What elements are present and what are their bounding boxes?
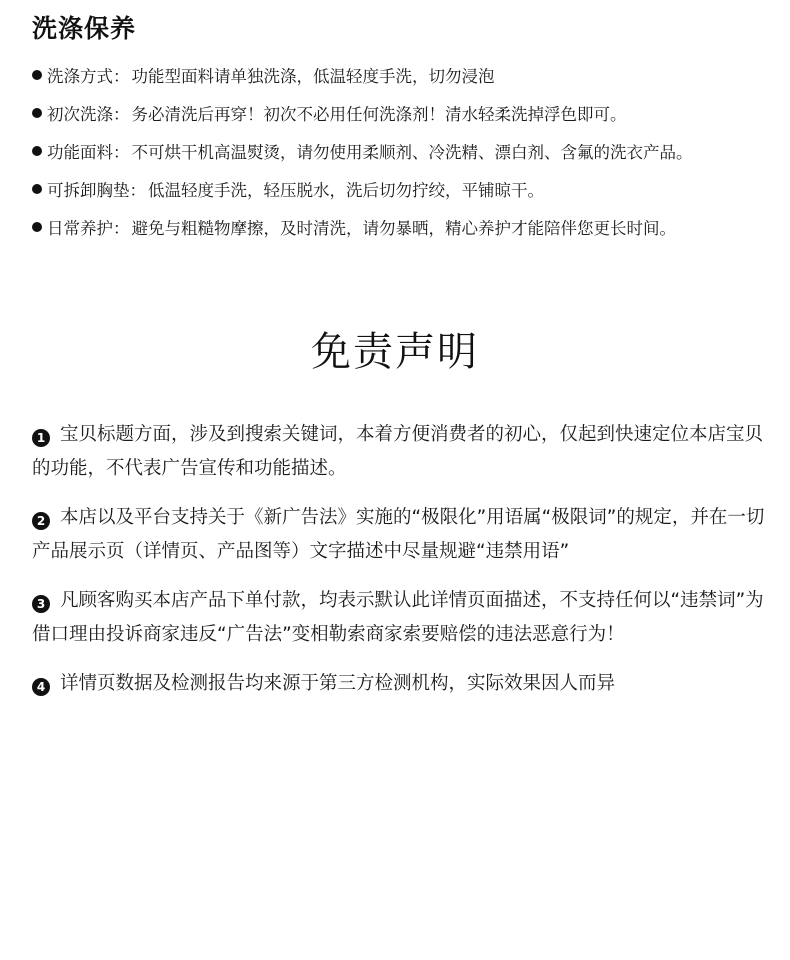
care-item-text: 功能型面料请单独洗涤，低温轻度手洗，切勿浸泡	[131, 67, 495, 86]
care-section-title: 洗涤保养	[32, 14, 137, 43]
bullet-dot-icon	[32, 222, 42, 232]
care-item-label: 洗涤方式：	[47, 67, 130, 86]
disclaimer-item	[32, 418, 767, 486]
care-item-first-wash	[32, 94, 772, 132]
disclaimer-list	[32, 418, 767, 716]
bullet-dot-icon	[32, 146, 42, 156]
disclaimer-item-text: 凡顾客购买本店产品下单付款，均表示默认此详情页面描述，不支持任何以“违禁词”为借口理由投诉商家违反“广告法”变相勒索商家索要赔偿的违法恶意行为！	[32, 590, 764, 645]
bullet-dot-icon	[32, 184, 42, 194]
care-item-wash-method	[32, 56, 772, 94]
care-item-removable-pad	[32, 170, 772, 208]
number-badge-icon: 4	[32, 678, 50, 696]
bullet-dot-icon	[32, 108, 42, 118]
bullet-dot-icon	[32, 70, 42, 80]
disclaimer-item	[32, 501, 767, 569]
care-item-text: 低温轻度手洗，轻压脱水，洗后切勿拧绞，平铺晾干。	[148, 181, 544, 200]
care-item-label: 初次洗涤：	[47, 105, 130, 124]
number-badge-icon: 3	[32, 595, 50, 613]
care-item-text: 避免与粗糙物摩擦，及时清洗，请勿暴晒，精心养护才能陪伴您更长时间。	[131, 219, 676, 238]
disclaimer-title: 免责声明	[311, 329, 479, 375]
disclaimer-item-text: 宝贝标题方面，涉及到搜索关键词，本着方便消费者的初心，仅起到快速定位本店宝贝的功能，不代表广告宣传和功能描述。	[32, 424, 764, 479]
disclaimer-item-text: 本店以及平台支持关于《新广告法》实施的“极限化”用语属“极限词”的规定，并在一切产品展示页（详情页、产品图等）文字描述中尽量规避“违禁用语”	[32, 507, 765, 562]
number-badge-icon: 1	[32, 429, 50, 447]
care-instructions-list	[32, 56, 772, 246]
care-item-label: 可拆卸胸垫：	[47, 181, 146, 200]
disclaimer-item	[32, 584, 767, 652]
care-item-label: 功能面料：	[47, 143, 130, 162]
care-item-functional-fabric	[32, 132, 772, 170]
number-badge-icon: 2	[32, 512, 50, 530]
care-item-label: 日常养护：	[47, 219, 130, 238]
care-item-text: 不可烘干机高温熨烫，请勿使用柔顺剂、冷洗精、漂白剂、含氟的洗衣产品。	[131, 143, 693, 162]
care-item-text: 务必清洗后再穿！初次不必用任何洗涤剂！清水轻柔洗掉浮色即可。	[131, 105, 627, 124]
disclaimer-item	[32, 667, 767, 701]
care-item-daily-care	[32, 208, 772, 246]
disclaimer-item-text: 详情页数据及检测报告均来源于第三方检测机构，实际效果因人而异	[60, 673, 616, 694]
